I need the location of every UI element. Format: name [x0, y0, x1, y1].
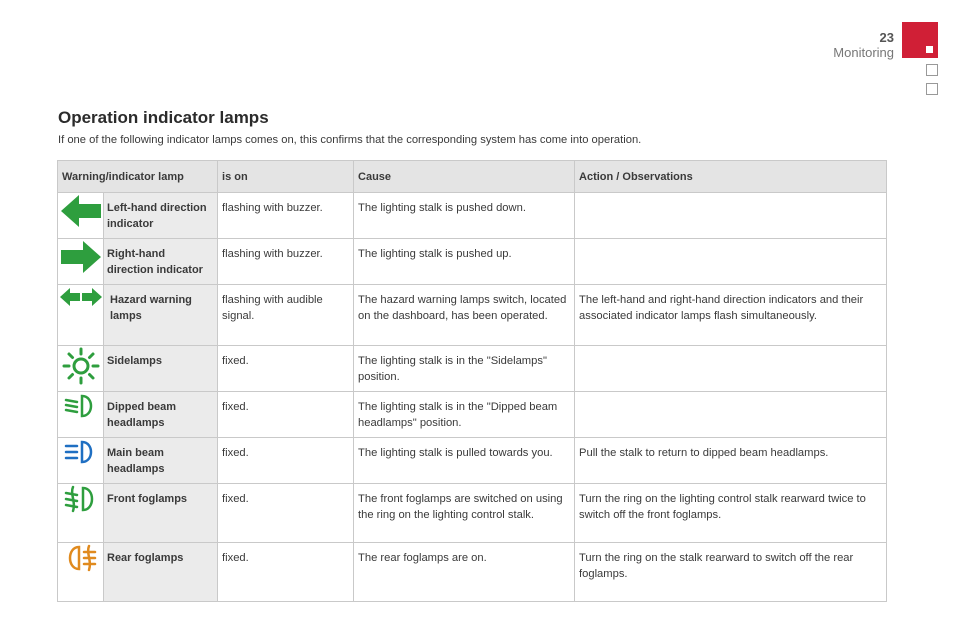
lamp-name: Right-hand direction indicator — [104, 239, 218, 285]
lamp-action: Pull the stalk to return to dipped beam headlamps. — [575, 438, 887, 484]
lamp-is-on: flashing with buzzer. — [218, 193, 354, 239]
lamp-is-on: fixed. — [218, 438, 354, 484]
page-title: Operation indicator lamps — [58, 108, 269, 127]
lamp-name: Rear foglamps — [104, 543, 218, 602]
lamp-name: Front foglamps — [104, 484, 218, 543]
lamp-name: Sidelamps — [104, 346, 218, 392]
table-row — [58, 193, 887, 239]
lamp-is-on: fixed. — [218, 484, 354, 543]
lamp-name: Hazard warning lamps — [104, 285, 218, 346]
lamp-action: The left-hand and right-hand direction indicators and their associated indicator lamps flash simultaneously. — [575, 285, 887, 346]
table-row — [58, 285, 887, 346]
lamp-action — [575, 239, 887, 285]
lamp-cause: The hazard warning lamps switch, located on the dashboard, has been operated. — [354, 285, 575, 346]
section-name: Monitoring — [833, 45, 894, 60]
left-arrow-icon — [59, 193, 103, 229]
rear-foglamp-icon — [64, 543, 98, 573]
sidelamps-icon — [61, 346, 101, 386]
page-number: 23 — [879, 30, 894, 45]
intro-text: If one of the following indicator lamps comes on, this confirms that the corresponding system has come into operation. — [58, 134, 642, 146]
lamp-is-on: fixed. — [218, 346, 354, 392]
front-foglamp-icon — [64, 484, 98, 514]
lamp-cause: The rear foglamps are on. — [354, 543, 575, 602]
lamp-cause: The lighting stalk is pulled towards you. — [354, 438, 575, 484]
table-header-row — [58, 161, 887, 193]
lamp-action — [575, 392, 887, 438]
lamp-is-on: flashing with buzzer. — [218, 239, 354, 285]
col-header-action: Action / Observations — [575, 161, 887, 193]
right-arrow-icon — [59, 239, 103, 275]
lamp-cause: The lighting stalk is in the "Sidelamps" position. — [354, 346, 575, 392]
lamp-name: Dipped beam headlamps — [104, 392, 218, 438]
table-row — [58, 484, 887, 543]
lamp-is-on: flashing with audible signal. — [218, 285, 354, 346]
main-beam-icon — [64, 438, 98, 466]
table-row — [58, 543, 887, 602]
lamp-action: Turn the ring on the stalk rearward to switch off the rear foglamps. — [575, 543, 887, 602]
table-row — [58, 392, 887, 438]
lamp-cause: The lighting stalk is in the "Dipped beam headlamps" position. — [354, 392, 575, 438]
hazard-arrows-icon — [59, 285, 103, 309]
col-header-is-on: is on — [218, 161, 354, 193]
lamp-name: Main beam headlamps — [104, 438, 218, 484]
lamp-action — [575, 346, 887, 392]
lamp-is-on: fixed. — [218, 392, 354, 438]
chapter-tab-active[interactable] — [902, 22, 938, 58]
indicator-lamps-table — [57, 160, 887, 602]
chapter-tab[interactable] — [926, 64, 938, 76]
chapter-tab[interactable] — [926, 83, 938, 95]
table-row — [58, 346, 887, 392]
col-header-lamp: Warning/indicator lamp — [58, 161, 218, 193]
dipped-beam-icon — [64, 392, 98, 420]
col-header-cause: Cause — [354, 161, 575, 193]
lamp-cause: The lighting stalk is pushed up. — [354, 239, 575, 285]
lamp-cause: The front foglamps are switched on using the ring on the lighting control stalk. — [354, 484, 575, 543]
table-row — [58, 239, 887, 285]
table-row — [58, 438, 887, 484]
lamp-cause: The lighting stalk is pushed down. — [354, 193, 575, 239]
lamp-action — [575, 193, 887, 239]
lamp-name: Left-hand direction indicator — [104, 193, 218, 239]
lamp-action: Turn the ring on the lighting control stalk rearward twice to switch off the front foglamps. — [575, 484, 887, 543]
lamp-is-on: fixed. — [218, 543, 354, 602]
